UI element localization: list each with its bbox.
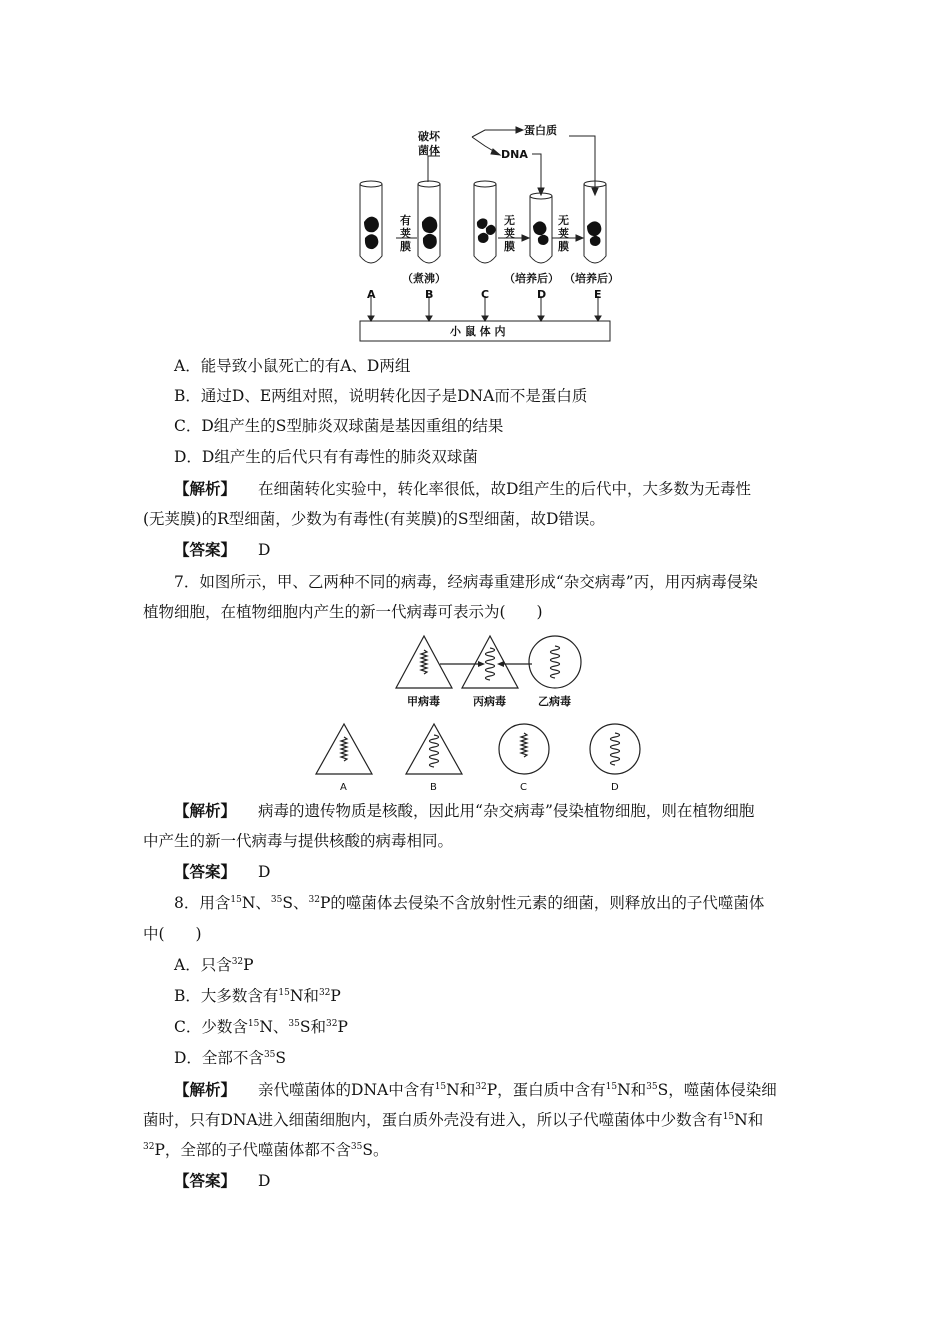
choice-d-label: D [611, 782, 619, 792]
q8-an2-b: N和 [734, 1111, 764, 1129]
tube-label-e: E [594, 288, 602, 301]
q6-option-a: A．能导致小鼠死亡的有A、D两组 [174, 357, 411, 375]
q8-stem-line-2: 中( ) [143, 925, 202, 943]
cultured-label-e: （培养后） [564, 272, 619, 285]
tube-label-b: B [425, 288, 434, 301]
choice-c-label: C [520, 782, 527, 792]
q8-option-c [174, 1017, 348, 1037]
break-label: 破坏 [418, 130, 440, 143]
q7-analysis-line-1 [174, 801, 754, 821]
q6-option-d: D．D组产生的后代只有有毒性的肺炎双球菌 [174, 448, 478, 466]
q8-an3-a: P，全部的子代噬菌体都不含 [154, 1141, 351, 1159]
q6-answer-tag: 【答案】 [174, 540, 237, 559]
q6-option-b: B．通过D、E两组对照，说明转化因子是DNA而不是蛋白质 [174, 387, 588, 405]
q7-stem-line-2: 植物细胞，在植物细胞内产生的新一代病毒可表示为( ) [143, 603, 543, 621]
q7-answer [174, 862, 270, 882]
q8-option-d-text: D．全部不含 [174, 1049, 264, 1067]
element-p: P [243, 956, 254, 974]
q8-stem-text: 8．用含 [174, 894, 231, 912]
mass-32: 32 [318, 988, 331, 998]
q8-answer [174, 1171, 270, 1191]
mass-35: 35 [270, 895, 283, 905]
element-p: P [337, 1018, 348, 1036]
mass-32: 32 [143, 1142, 155, 1152]
capsule-label-2: 荚 [400, 227, 411, 240]
q7-analysis-line-2: 中产生的新一代病毒与提供核酸的病毒相同。 [143, 832, 454, 850]
mass-15: 15 [230, 895, 242, 905]
element-p: P [330, 987, 341, 1005]
q8-option-c-n: N、 [259, 1018, 289, 1036]
q8-analysis-line-3 [143, 1140, 388, 1160]
no-capsule-label-4: 无 [558, 214, 569, 227]
tube-label-c: C [481, 288, 490, 301]
q8-analysis-line-2 [143, 1110, 763, 1130]
q6-answer [174, 540, 270, 560]
no-capsule-label-2: 荚 [504, 227, 515, 240]
mouse-box-label: 小 鼠 体 内 [450, 325, 506, 338]
cultured-label-d: （培养后） [504, 272, 559, 285]
hybrid-virus-figure [392, 632, 592, 710]
q8-analysis-tag: 【解析】 [174, 1080, 237, 1099]
q7-stem-line-1: 7．如图所示，甲、乙两种不同的病毒，经病毒重建形成“杂交病毒”丙，用丙病毒侵染 [174, 573, 758, 591]
virus-choices-figure [310, 720, 655, 792]
q8-stem-line-1 [174, 893, 764, 913]
q6-answer-value: D [258, 541, 271, 559]
q8-stem-n: N、 [241, 894, 271, 912]
choice-a-label: A [340, 782, 347, 792]
mass-15: 15 [722, 1112, 735, 1122]
q6-analysis-line-1 [174, 479, 751, 499]
q8-stem-rest: P的噬菌体去侵染不含放射性元素的细菌，则释放出的子代噬菌体 [319, 894, 765, 912]
q8-option-b-text: B．大多数含有 [174, 987, 279, 1005]
choice-b-label: B [430, 782, 437, 792]
mass-15: 15 [247, 1019, 260, 1029]
mass-35: 35 [288, 1019, 300, 1029]
mass-35: 35 [263, 1050, 276, 1060]
q8-option-d [174, 1048, 286, 1068]
q8-analysis-line-1 [174, 1080, 777, 1100]
transformation-experiment-figure [340, 120, 630, 346]
q7-answer-tag: 【答案】 [174, 862, 237, 881]
q8-an1-a: 亲代噬菌体的DNA中含有 [258, 1081, 435, 1099]
q8-an1-b: N和 [446, 1081, 476, 1099]
boiled-label: （煮沸） [402, 272, 446, 285]
q8-option-c-text: C．少数含 [174, 1018, 248, 1036]
virus-bing-label: 丙病毒 [473, 695, 506, 708]
element-s: S [275, 1049, 287, 1067]
q7-analysis-tag: 【解析】 [174, 801, 237, 820]
mass-35: 35 [646, 1082, 658, 1092]
no-capsule-label-1: 无 [504, 214, 515, 227]
mass-15: 15 [278, 988, 290, 998]
capsule-label-3: 膜 [400, 240, 411, 253]
q8-an1-c: P，蛋白质中含有 [486, 1081, 606, 1099]
tube-label-d: D [537, 288, 547, 301]
q8-option-a-text: A．只含 [174, 956, 232, 974]
phage-label: 菌体 [418, 144, 440, 157]
q7-answer-value: D [258, 863, 271, 881]
protein-label: 蛋白质 [524, 124, 557, 137]
q6-analysis-tag: 【解析】 [174, 479, 237, 498]
mass-15: 15 [605, 1082, 618, 1092]
q8-option-b-n: N和 [289, 987, 319, 1005]
q8-an1-d: N和 [617, 1081, 647, 1099]
q8-stem-s: S、 [282, 894, 309, 912]
q8-option-a [174, 955, 254, 975]
q8-an3-b: S。 [362, 1141, 389, 1159]
mass-35: 35 [350, 1142, 363, 1152]
capsule-label-1: 有 [400, 214, 411, 227]
mass-32: 32 [325, 1019, 338, 1029]
mass-32: 32 [475, 1082, 487, 1092]
virus-jia-label: 甲病毒 [407, 695, 440, 708]
tube-label-a: A [367, 288, 376, 301]
no-capsule-label-6: 膜 [558, 240, 569, 253]
no-capsule-label-3: 膜 [504, 240, 515, 253]
q8-an1-e: S，噬菌体侵染细 [657, 1081, 777, 1099]
mass-15: 15 [434, 1082, 447, 1092]
mass-32: 32 [231, 957, 244, 967]
q8-answer-tag: 【答案】 [174, 1171, 237, 1190]
q8-option-b [174, 986, 341, 1006]
q7-analysis-text-1: 病毒的遗传物质是核酸，因此用“杂交病毒”侵染植物细胞，则在植物细胞 [258, 802, 755, 820]
q6-analysis-text-1: 在细菌转化实验中，转化率很低，故D组产生的后代中，大多数为无毒性 [258, 480, 751, 498]
q6-option-c: C．D组产生的S型肺炎双球菌是基因重组的结果 [174, 417, 504, 435]
dna-label: DNA [501, 148, 528, 161]
q6-analysis-line-2: (无荚膜)的R型细菌，少数为有毒性(有荚膜)的S型细菌，故D错误。 [143, 510, 605, 528]
mass-32: 32 [308, 895, 320, 905]
virus-yi-label: 乙病毒 [538, 695, 571, 708]
q8-an2-a: 菌时，只有DNA进入细菌细胞内，蛋白质外壳没有进入，所以子代噬菌体中少数含有 [143, 1111, 723, 1129]
q8-option-c-s: S和 [299, 1018, 326, 1036]
q8-answer-value: D [258, 1172, 271, 1190]
no-capsule-label-5: 荚 [558, 227, 569, 240]
